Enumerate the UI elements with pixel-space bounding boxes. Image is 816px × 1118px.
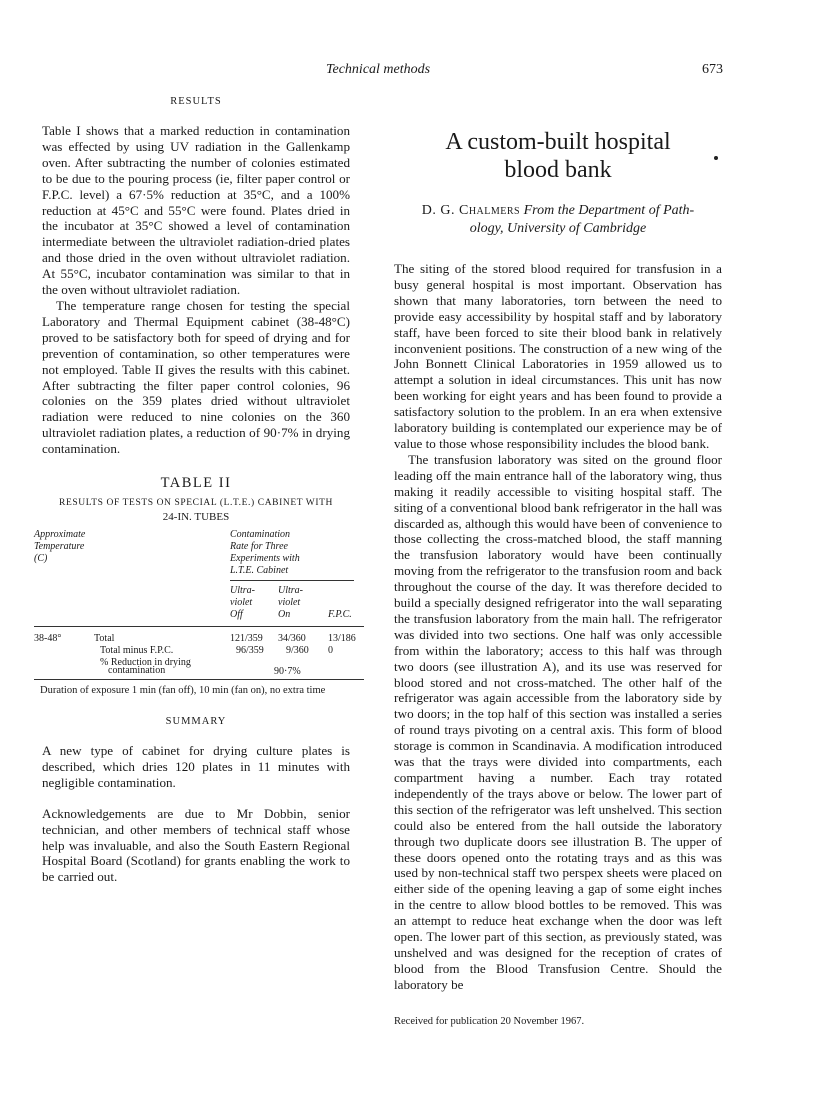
- col-uv-off-header-2: violet: [230, 597, 253, 609]
- row-total-fpc: 13/186: [328, 633, 356, 645]
- row-minus-fpc-fpc: 0: [328, 645, 333, 657]
- affiliation-line-1: From the Department of Path-: [523, 203, 695, 218]
- table-caption-line-1: RESULTS OF TESTS ON SPECIAL (L.T.E.) CABINET WITH: [59, 498, 333, 509]
- row-reduction-label-2: contamination: [108, 665, 166, 677]
- acknowledgements-paragraph: Acknowledgements are due to Mr Dobbin, senior technician, and other members of technical staff whose help was invaluable, and also the South Eastern Regional Hospital Board (Scotland) for grants enabling the work to be carried out.: [42, 805, 350, 885]
- table-caption: [42, 496, 350, 525]
- right-column: [394, 96, 722, 993]
- summary-heading: SUMMARY: [165, 716, 227, 728]
- results-paragraph-2: The temperature range chosen for testing the special Laboratory and Thermal Equipment cabinet (38-48°C) proved to be satisfactory both for speed of drying and for prevention of contamination, so other temperatures were not employed. Table II gives the results with this cabinet. After subtracting the filter paper control colonies, 96 colonies on the 359 plates dried without ultraviolet radiation were reduced to nine colonies on the 360 ultraviolet radiation plates, a reduction of 90·7% in drying contamination.: [42, 297, 350, 457]
- article-title: [394, 128, 722, 184]
- row-minus-fpc-on: 9/360: [286, 645, 309, 657]
- col-fpc-header: F.P.C.: [328, 609, 352, 621]
- contam-header-1: Contamination: [230, 529, 291, 541]
- table-title: TABLE II: [160, 475, 232, 492]
- contam-header-rule: [230, 580, 354, 581]
- running-title: Technical methods: [326, 62, 431, 77]
- results-table-tail: [34, 665, 364, 691]
- article-paragraph-1: The siting of the stored blood required for transfusion in a busy general hospital is most important. Observation has shown that many laboratories, torn between the need to provide easy accessibility by hospital staff and by laboratory staff, have been forced to site their blood bank in relatively inconvenient positions. The construction of a new wing of the John Bonnett Clinical Laboratories in 1959 allowed us to attempt a solution in ideal circumstances. This unit has now been working for eight years and has been found to provide a satisfactory solution to the problem. In an era when extensive laboratory building is contemplated our experience may be of value to those whose responsibility includes the blood bank.: [394, 261, 722, 451]
- left-column: [34, 96, 356, 885]
- col-uv-on-header-1: Ultra-: [278, 585, 303, 597]
- col-uv-on-header-2: violet: [278, 597, 301, 609]
- col-uv-off-header-1: Ultra-: [230, 585, 255, 597]
- table-caption-line-2: 24-IN. TUBES: [162, 511, 230, 524]
- row-minus-fpc-label: Total minus F.P.C.: [100, 645, 174, 657]
- byline: [394, 202, 722, 238]
- row-minus-fpc-off: 96/359: [236, 645, 264, 657]
- decorative-dot: [714, 156, 718, 160]
- contam-header-4: L.T.E. Cabinet: [230, 565, 289, 577]
- row-total-on: 34/360: [278, 633, 306, 645]
- affiliation-line-2: ology, University of Cambridge: [469, 221, 647, 236]
- summary-paragraph: A new type of cabinet for drying culture plates is described, which dries 120 plates in 11 minutes with negligible contamination.: [42, 743, 350, 790]
- row-reduction-value: 90·7%: [274, 666, 301, 678]
- article-paragraph-2: The transfusion laboratory was sited on the ground floor leading off the main entrance hall of the laboratory wing, thus making it readily accessible to visiting hospital staff. The siting of a conventional blood bank refrigerator in the hall was discarded as, although this would have been of convenience to those collecting the cross-matched blood, the staff manning the transfusion laboratory would have been continually moving from the refrigerator to the transfusion room and back throughout the course of the day. It was therefore decided to build a specially designed refrigerator into the wall separating the transfusion laboratory from the main hall. The refrigerator was divided into two sections. One half was only accessible from within the laboratory; access to this half was through two doors (see illustration A), and its use was reserved for blood stored and not cross-matched. The other half of the refrigerator was again accessible from the laboratory side by two doors; in the top half of this section was installed a series of round trays pivoting on a central axis. This form of blood storage is common in Scandinavia. A modification introduced was that the trays were divided into compartments, each compartment having a number. Each tray rotated independently of the trays above or below. The lower part of this section of the refrigerator was left unshelved. This section could also be entered from the hall outside the laboratory through two duplicate doors see illustration B. The upper of these doors opened onto the rotating trays and as this was used by non-technical staff two perspex sheets were placed on either side of the opening leaving a gap of some eight inches in the centre to allow blood bottles to be removed. This was an attempt to reduce heat exchange when the door was left open. The lower part of this section, as previously stated, was unshelved and was designed for the reception of crates of blood from the Blood Transfusion Centre. Should the laboratory be: [394, 451, 722, 992]
- results-table: [34, 529, 364, 669]
- results-heading: RESULTS: [170, 96, 222, 107]
- article-title-line-2: blood bank: [504, 157, 612, 183]
- row-reduction-label-1: % Reduction in drying: [100, 657, 191, 669]
- results-paragraph-1: Table I shows that a marked reduction in contamination was effected by using UV radiation in the Gallenkamp oven. After subtracting the number of colonies estimated to be due to the pouring process (ie, filter paper control or F.P.C. level) a 67·5% reduction at 35°C, and a 100% reduction at 45°C and 55°C were found. Plates dried in the incubator at 35°C showed a level of contamination intermediate between the ultraviolet radiation-dried plates and those dried in the oven without ultraviolet radiation. At 55°C, incubator contamination was similar to that in the oven without ultraviolet radiation.: [42, 123, 350, 298]
- row-total-off: 121/359: [230, 633, 263, 645]
- col-uv-on-header-3: On: [278, 609, 291, 621]
- approx-temp-header-1: Approximate: [34, 529, 86, 541]
- author: D. G. Chalmers: [421, 203, 521, 218]
- approx-temp-header-2: Temperature: [34, 541, 85, 553]
- table-bottom-rule: [34, 679, 364, 680]
- page-number: 673: [702, 62, 723, 77]
- article-title-line-1: A custom-built hospital: [445, 129, 671, 155]
- col-uv-off-header-3: Off: [230, 609, 243, 621]
- row-temperature: 38-48°: [34, 633, 62, 645]
- contam-header-2: Rate for Three: [230, 541, 288, 553]
- table-footnote: Duration of exposure 1 min (fan off), 10 min (fan on), no extra time: [40, 685, 326, 697]
- table-header-rule: [34, 626, 364, 627]
- row-total-label: Total: [94, 633, 115, 645]
- contam-header-3: Experiments with: [230, 553, 300, 565]
- approx-temp-header-3: (C): [34, 553, 48, 565]
- received-note: Received for publication 20 November 1967.: [394, 1016, 585, 1027]
